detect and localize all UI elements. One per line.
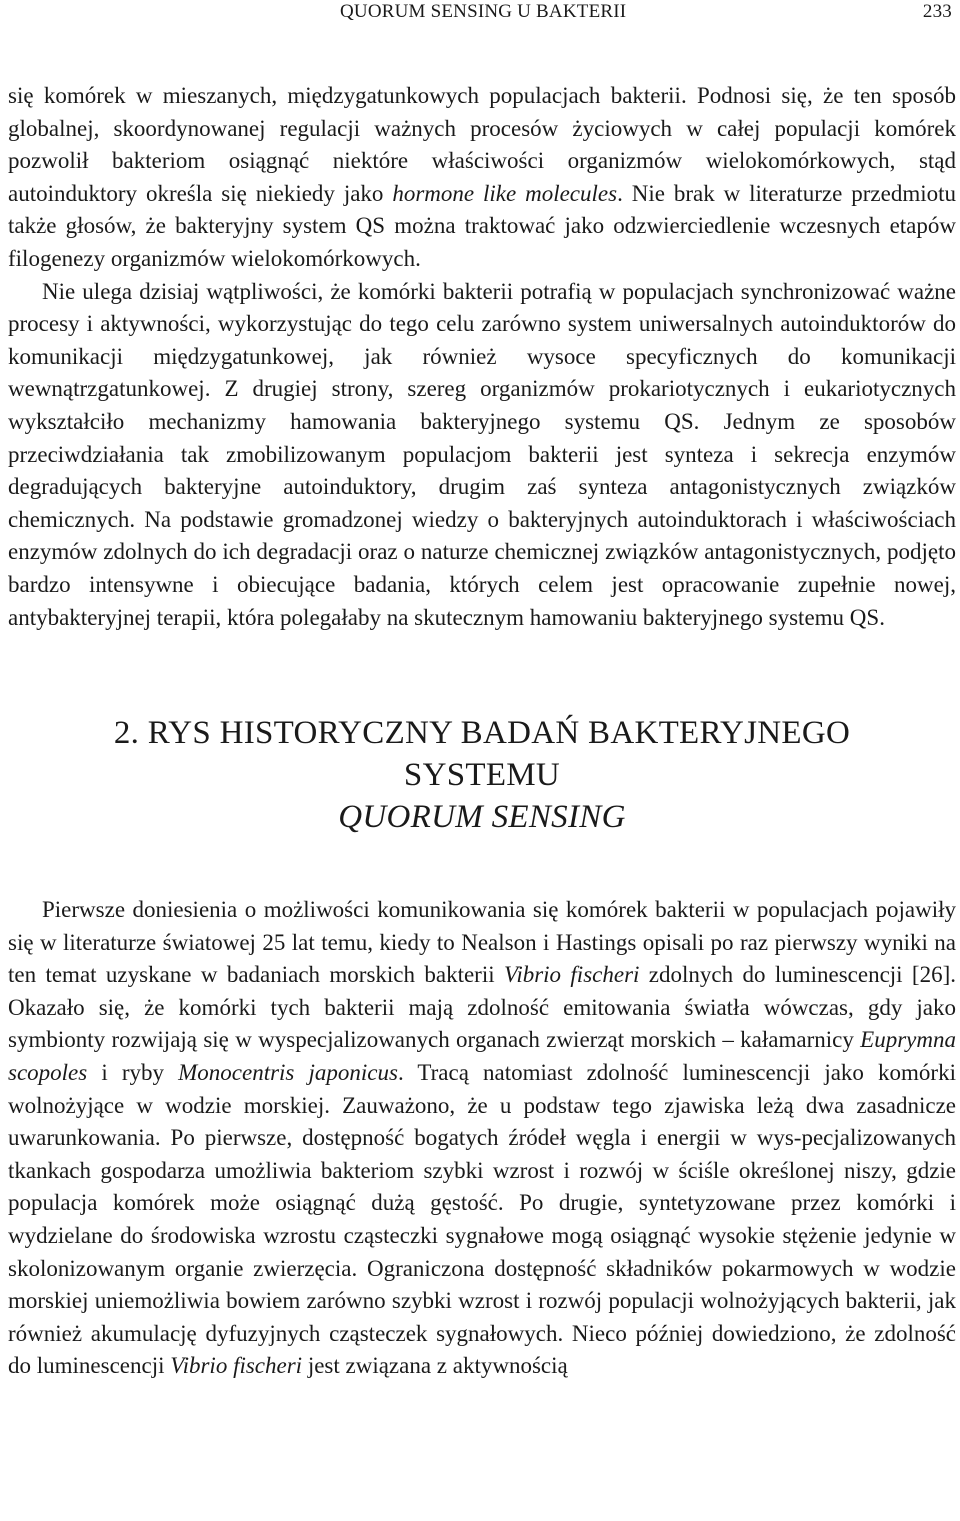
- heading-text: SYSTEMU: [403, 757, 561, 794]
- paragraph-text: Nie ulega dzisiaj wątpliwości, że komórki bakterii potrafią w populacjach synchronizować ważne procesy i aktywności, wykorzystując do tego celu zarówno system uniwersalnych autoinduktorów do komunikacji międzygatunkowej, jak również wysoce specyficznych do komunikacji wewnątrzgatunkowej. Z drugiej strony, szereg organizmów prokariotycznych i eukariotycznych wykształciło mechanizmy hamowania bakteryjnego systemu QS. Jednym ze sposobów przeciwdziałania tak zmobilizowanym populacjom bakterii jest synteza i sekrecja enzymów degradujących bakteryjne autoinduktory, drugim zaś synteza antagonistycznych związków chemicznych. Na podstawie gromadzonej wiedzy o bakteryjnych autoinduktorach i właściwościach enzymów zdolnych do ich degradacji oraz o naturze chemicznej związków antagonistycznych, podjęto bardzo intensywne i obiecujące badania, których celem jest opracowanie zupełnie nowej, antybakteryjnej terapii, która polegałaby na skutecznym hamowaniu bakteryjnego systemu QS.: [8, 278, 956, 630]
- paragraph-continuation: [8, 80, 956, 276]
- running-title: QUORUM SENSING U BAKTERII: [340, 1, 627, 22]
- italic-species: Monocentris japonicus: [178, 1060, 398, 1086]
- italic-species: Vibrio fischeri: [503, 962, 640, 988]
- paragraph-qs-inhibition: [8, 276, 956, 635]
- paragraph-text: jest związana z aktywnością: [302, 1353, 568, 1379]
- italic-species: Euprymna scopoles: [8, 1027, 956, 1086]
- heading-italic: QUORUM SENSING: [338, 799, 626, 836]
- italic-term: hormone like molecules: [392, 180, 618, 206]
- section-heading: [8, 712, 956, 838]
- section-heading-line-2: [8, 754, 956, 838]
- paragraph-text: . Tracą natomiast zdolność luminescencji jako komórki wolnożyjące w wodzie morskiej. Zauważono, że u podstaw tego zjawiska leżą dwa zasadnicze uwarunkowania. Po pierwsze, dostępność bogatych źródeł węgla i energii w wys-pecjalizowanych tkankach gospodarza umożliwia bakteriom szybki wzrost i rozwój w ściśle określonej niszy, gdzie populacja komórek może osiągnąć dużą gęstość. Po drugie, syntetyzowane przez komórki i wydzielane do środowiska wzrostu cząsteczki sygnałowe mogą osiągnąć wysokie stężenie jedynie w skolonizowanym organie zwierzęcia. Ograniczona dostępność składników pokarmowych w wodzie morskiej uniemożliwia bowiem zarówno szybki wzrost i rozwój populacji wolnożyjących bakterii, jak również akumulację dyfuzyjnych cząsteczek sygnałowych. Nieco później dowiedziono, że zdolność do luminescencji: [8, 1060, 956, 1379]
- paragraph-text: i ryby: [87, 1060, 179, 1086]
- document-page: [8, 0, 956, 1383]
- italic-species: Vibrio fischeri: [170, 1353, 303, 1379]
- paragraph-text: . Nie brak w literaturze przedmiotu także głosów, że bakteryjny system QS można traktować jako odzwierciedlenie wczesnych etapów filogenezy organizmów wielokomórkowych.: [8, 180, 956, 271]
- section-heading-line-1: 2. RYS HISTORYCZNY BADAŃ BAKTERYJNEGO: [113, 715, 851, 752]
- paragraph-text: Pierwsze doniesienia o możliwości komunikowania się komórek bakterii w populacjach pojawiły się w literaturze światowej 25 lat temu, kiedy to Nealson i Hastings opisali po raz pierwszy wyniki na ten temat uzyskane w badaniach morskich bakterii: [8, 897, 956, 988]
- paragraph-text: się komórek w mieszanych, międzygatunkowych populacjach bakterii. Podnosi się, że ten sposób globalnej, skoordynowanej regulacji ważnych procesów życiowych w całej populacji komórek pozwolił bakteriom osiągnąć niektóre właściwości organizmów wielokomórkowych, stąd autoinduktory określa się niekiedy jako: [8, 83, 956, 206]
- running-header: [8, 0, 956, 40]
- paragraph-text: zdolnych do luminescencji [26]. Okazało się, że komórki tych bakterii mają zdolność emitowania światła wówczas, gdy jako symbionty rozwijają się w wyspecjalizowanych organach zwierząt morskich – kałamarnicy: [8, 962, 956, 1053]
- paragraph-history: [8, 894, 956, 1383]
- page-number: 233: [922, 1, 952, 22]
